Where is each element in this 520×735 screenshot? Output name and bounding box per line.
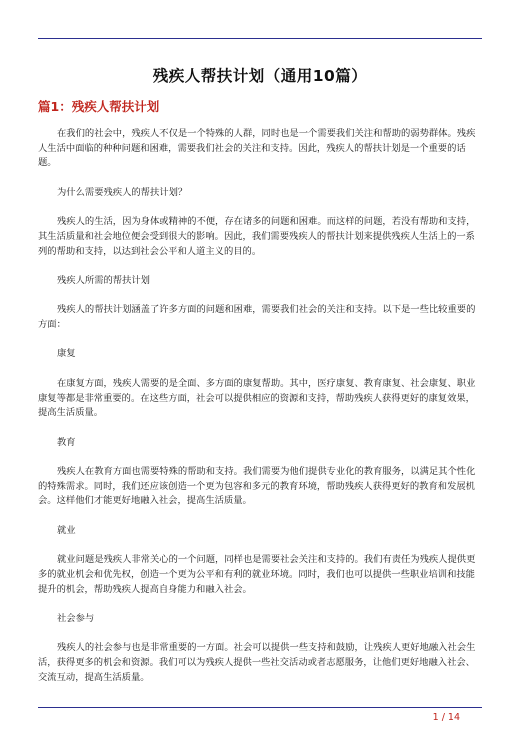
- document-body: [38, 127, 484, 700]
- subheading: 就业: [57, 524, 76, 536]
- subheading: 为什么需要残疾人的帮扶计划？: [57, 186, 188, 198]
- body-paragraph: 在康复方面，残疾人需要的是全面、多方面的康复帮助。其中，医疗康复、教育康复、社会康复、职业康复等都是非常重要的。在这些方面，社会可以提供相应的资源和支持，帮助残疾人获得更好的康复效果，提高生活质量。: [38, 377, 476, 419]
- section-title: 篇1：残疾人帮扶计划: [38, 99, 160, 114]
- body-paragraph: 残疾人的社会参与也是非常重要的一方面。社会可以提供一些支持和鼓励，让残疾人更好地融入社会生活，获得更多的机会和资源。我们可以为残疾人提供一些社交活动或者志愿服务，让他们更好地融入社会、交流互动，提高生活质量。: [38, 642, 476, 683]
- body-paragraph: 残疾人的生活，因为身体或精神的不便，存在诸多的问题和困难。而这样的问题，若没有帮助和支持，其生活质量和社会地位便会受到很大的影响。因此，我们需要残疾人的帮扶计划来提供残疾人生活上的一系列的帮助和支持，以达到社会公平和人道主义的目的。: [38, 216, 476, 257]
- document-title: 残疾人帮扶计划（通用10篇）: [152, 67, 368, 85]
- footer-rule: [38, 707, 482, 708]
- subheading: 教育: [57, 436, 76, 448]
- body-paragraph: 就业问题是残疾人非常关心的一个问题，同样也是需要社会关注和支持的。我们有责任为残疾人提供更多的就业机会和优先权，创造一个更为公平和有利的就业环境。同时，我们也可以提供一些职业培训和技能提升的机会，帮助残疾人提高自身能力和融入社会。: [38, 554, 476, 595]
- body-paragraph: 在我们的社会中，残疾人不仅是一个特殊的人群，同时也是一个需要我们关注和帮助的弱势群体。残疾人生活中面临的种种问题和困难，需要我们社会的关注和支持。因此，残疾人的帮扶计划是一个重要的话题。: [38, 128, 476, 169]
- subheading: 残疾人所需的帮扶计划: [57, 274, 150, 286]
- body-paragraph: 残疾人的帮扶计划涵盖了许多方面的问题和困难，需要我们社会的关注和支持。以下是一些比较重要的方面：: [38, 304, 476, 331]
- subheading: 康复: [57, 348, 76, 360]
- page-number: 1 / 14: [432, 712, 460, 723]
- header-rule: [38, 38, 482, 39]
- subheading: 社会参与: [57, 613, 95, 625]
- body-paragraph: 残疾人在教育方面也需要特殊的帮助和支持。我们需要为他们提供专业化的教育服务，以满足其个性化的特殊需求。同时，我们还应该创造一个更为包容和多元的教育环境，帮助残疾人获得更好的教育和发展机会。这样他们才能更好地融入社会，提高生活质量。: [38, 466, 476, 507]
